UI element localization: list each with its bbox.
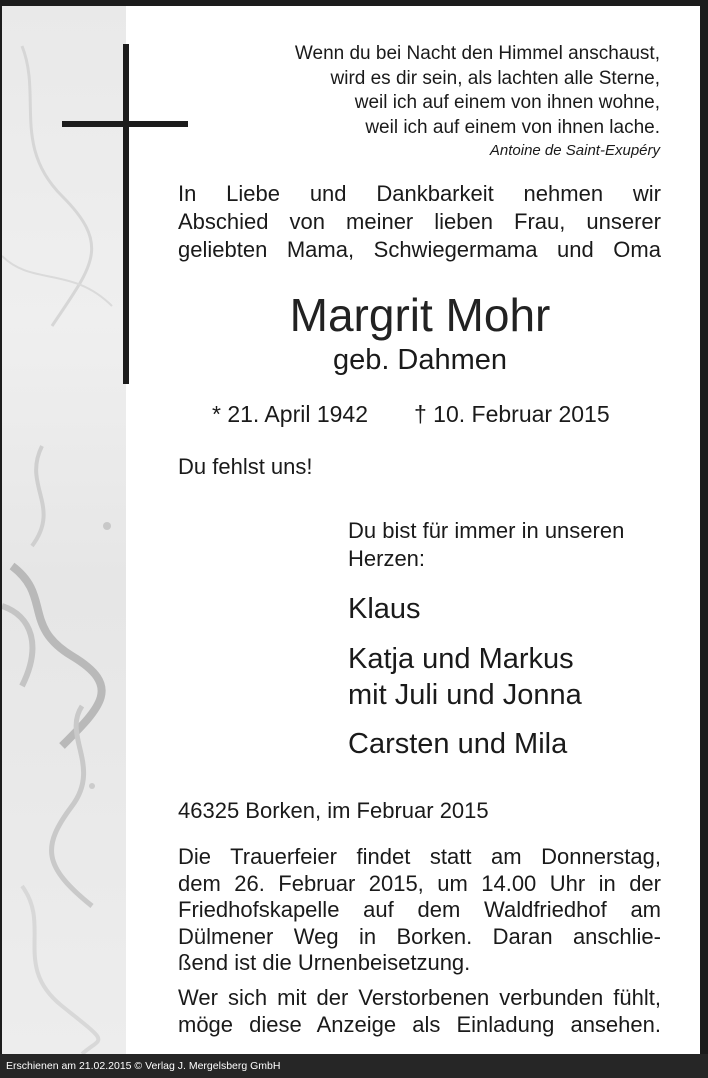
forever-line: Du bist für immer in unseren bbox=[348, 518, 625, 543]
intro-text bbox=[178, 180, 661, 264]
forever-line: Herzen: bbox=[348, 546, 426, 571]
invite-line: möge diese Anzeige als Einladung ansehen. bbox=[178, 1011, 661, 1037]
service-line: Friedhofskapelle auf dem Waldfriedhof am bbox=[178, 897, 661, 922]
quote-author: Antoine de Saint-Exupéry bbox=[489, 142, 660, 159]
service-line: dem 26. Februar 2015, um 14.00 Uhr in der bbox=[178, 870, 661, 896]
place-date: 46325 Borken, im Februar 2015 bbox=[178, 798, 489, 823]
family-member: Katja und Markus bbox=[348, 643, 574, 675]
family-member: Klaus bbox=[348, 593, 421, 625]
quote-line: weil ich auf einem von ihnen lache. bbox=[365, 116, 660, 138]
service-line: Die Trauerfeier findet statt am Donnerstag, bbox=[178, 844, 661, 869]
marble-texture-panel bbox=[2, 6, 126, 1054]
publication-footer: Erschienen am 21.02.2015 © Verlag J. Mergelsberg GmbH bbox=[0, 1054, 708, 1078]
birth-date: * 21. April 1942 bbox=[212, 401, 369, 427]
deceased-name: Margrit Mohr bbox=[289, 289, 551, 341]
intro-line: In Liebe und Dankbarkeit nehmen wir bbox=[178, 181, 661, 206]
intro-line: geliebten Mama, Schwiegermama und Oma bbox=[178, 237, 661, 262]
intro-line: Abschied von meiner lieben Frau, unserer bbox=[178, 209, 661, 234]
family-member: mit Juli und Jonna bbox=[348, 679, 582, 711]
maiden-name: geb. Dahmen bbox=[332, 344, 508, 376]
family-member: Carsten und Mila bbox=[348, 728, 568, 760]
cross-horizontal-bar bbox=[62, 121, 188, 127]
funeral-service-text bbox=[178, 844, 661, 977]
forever-text bbox=[348, 517, 668, 573]
service-line: ßend ist die Urnenbeisetzung. bbox=[178, 950, 471, 975]
quote-line: weil ich auf einem von ihnen wohne, bbox=[354, 92, 660, 113]
missing-text: Du fehlst uns! bbox=[178, 454, 313, 479]
marble-veins bbox=[2, 6, 126, 1054]
invitation-text bbox=[178, 985, 661, 1038]
quote-line: Wenn du bei Nacht den Himmel anschaust, bbox=[294, 43, 660, 64]
service-line: Dülmener Weg in Borken. Daran anschlie- bbox=[178, 923, 661, 949]
poem-quote bbox=[200, 42, 660, 162]
cross-vertical-bar bbox=[123, 44, 129, 384]
death-date: † 10. Februar 2015 bbox=[414, 401, 610, 427]
invite-line: Wer sich mit der Verstorbenen verbunden fühlt, bbox=[178, 985, 661, 1010]
quote-line: wird es dir sein, als lachten alle Sterne, bbox=[330, 67, 660, 89]
